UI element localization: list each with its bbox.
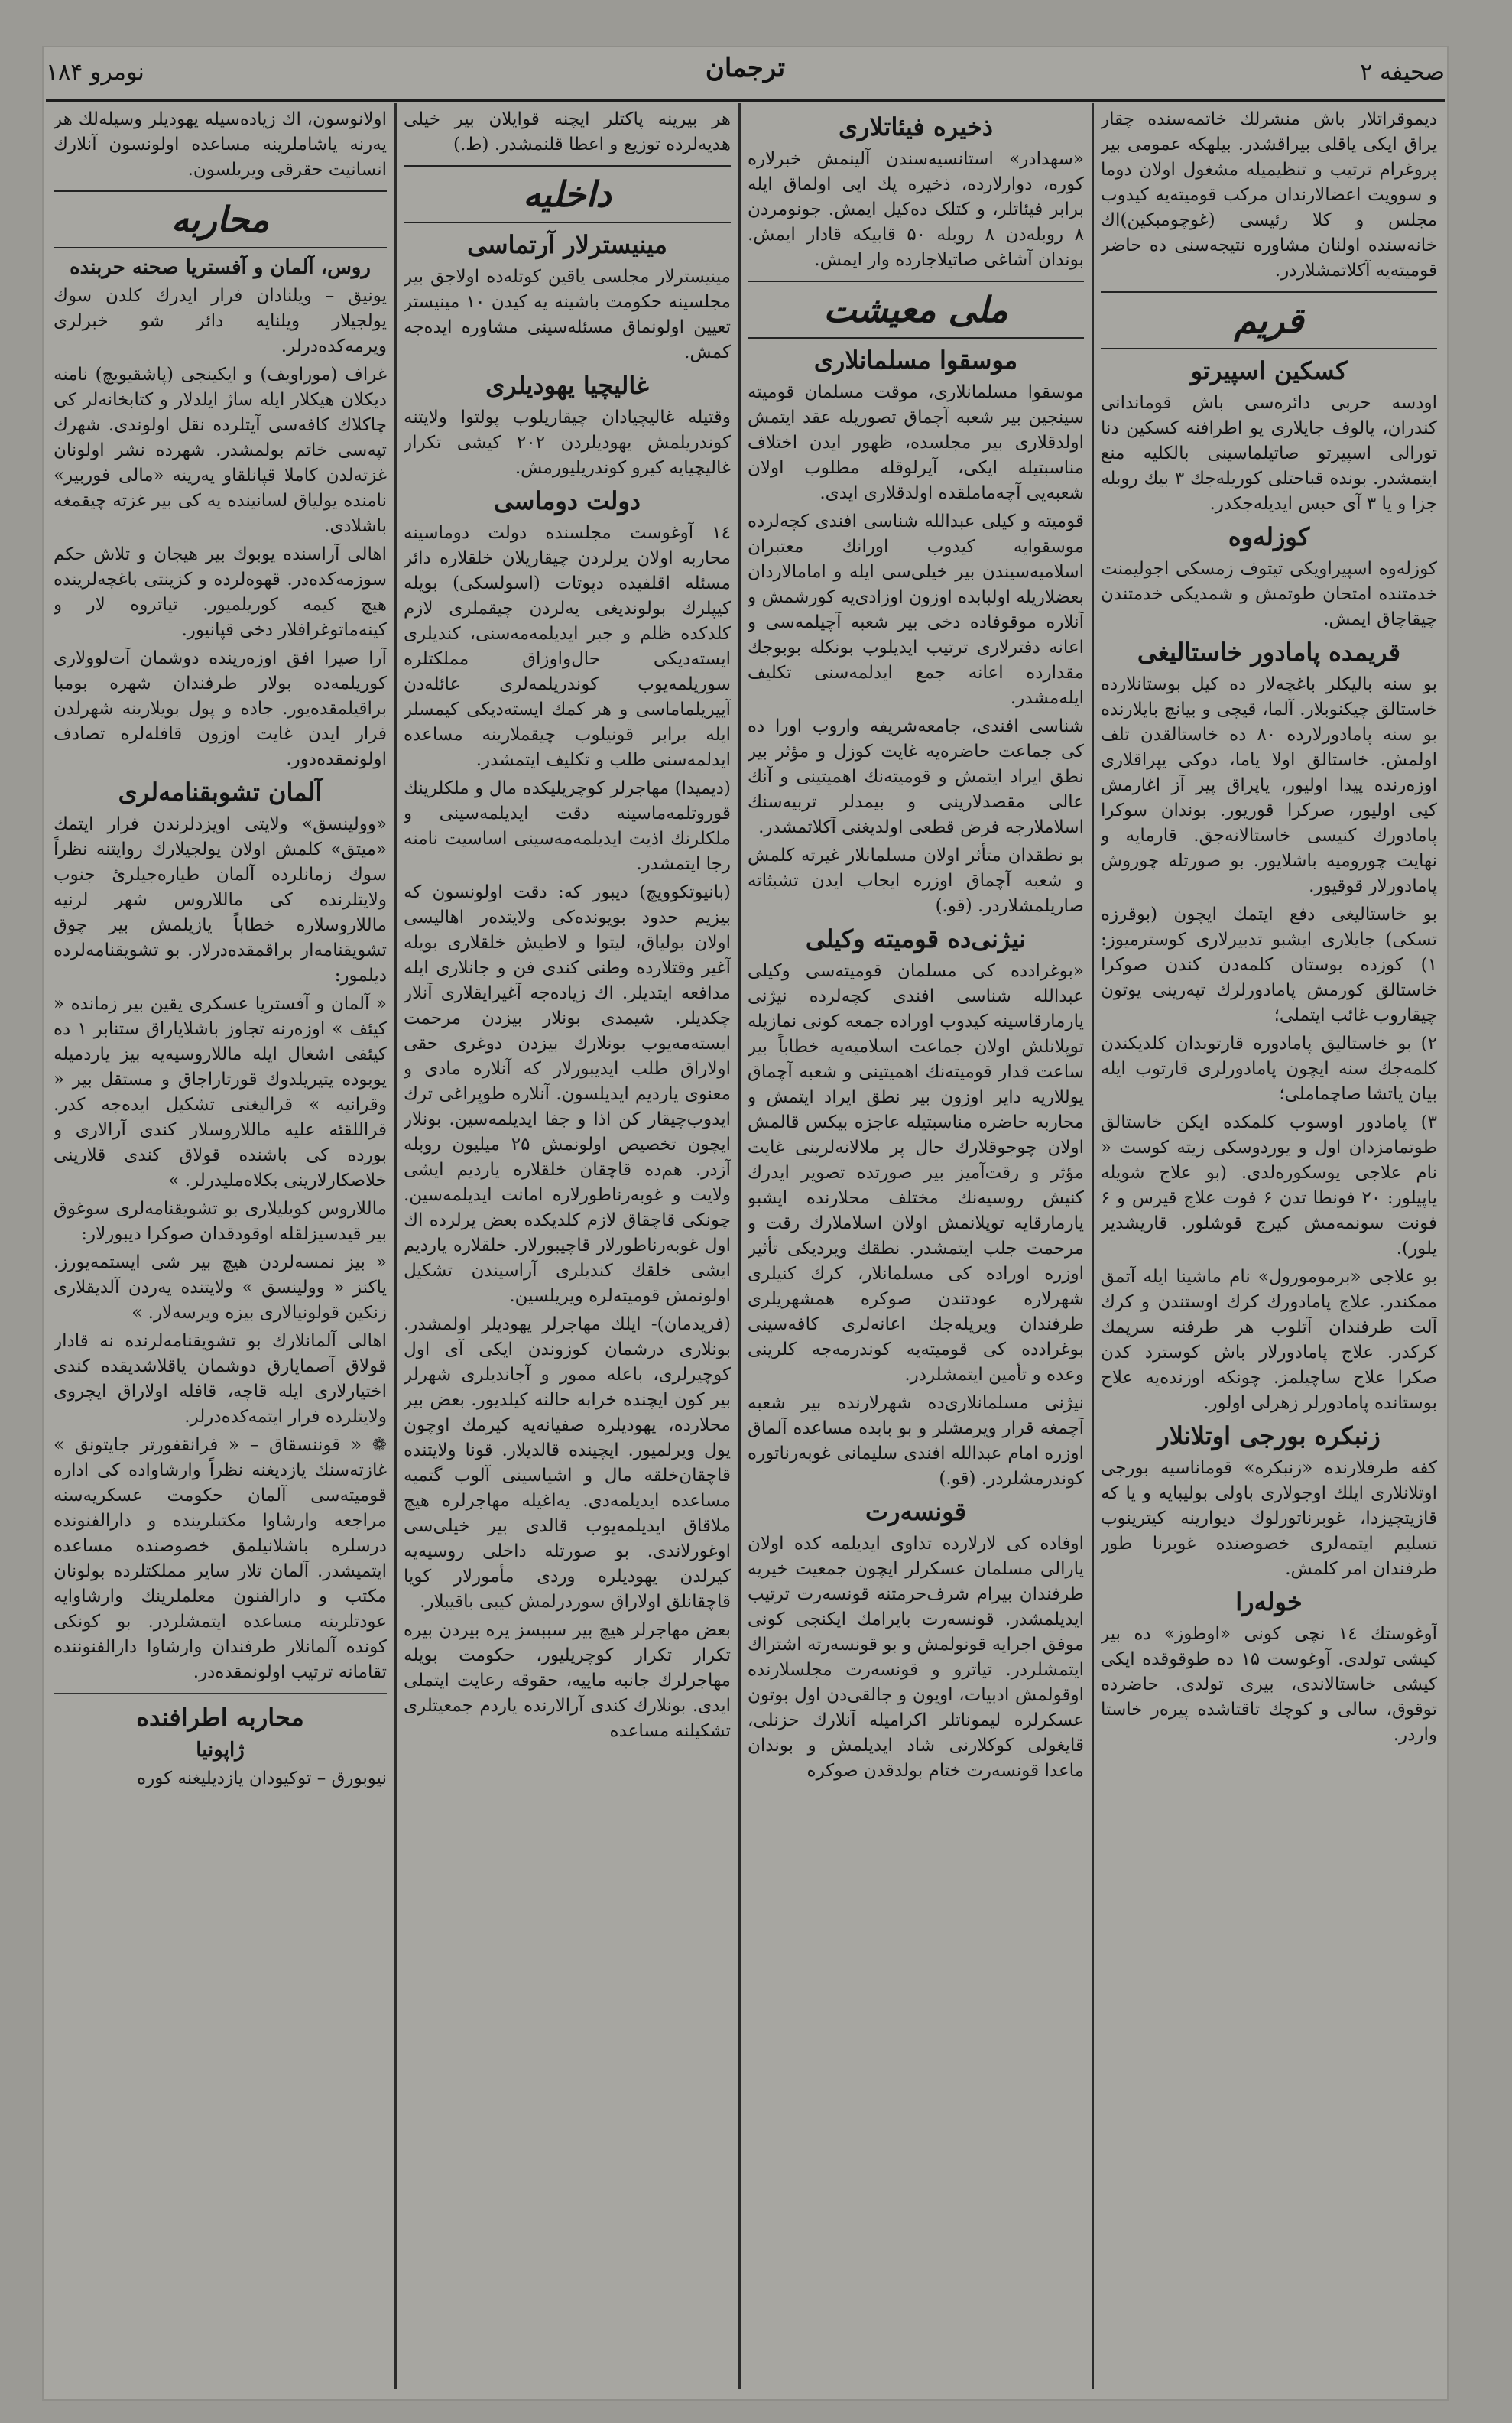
- paragraph: اولانوسون، اك زیاده‌سیله یهودیلر وسیله‌لك هر یه‌رنه یاشاملرینه مساعده اولونسون آنلارك انسانیت حقرقی ویریلسون.: [54, 109, 387, 180]
- article-heading: مینیسترلار آرتماسی: [467, 230, 667, 259]
- paragraph: اودسه حربی دائره‌سی باش قوماندانی کندران، یالوف جایلاری یو اطرافنه کسکین دنا تورالی اسپیرتو صاتیلماسینی بالکلیه منع ایتمشدر. بونده قباحتلی کوریله‌جك ۳ بیك روبله جزا و یا ۳ آی حبس ایدیله‌جکدر.: [1101, 393, 1437, 514]
- paragraph: بو علاجی «برمومورول» نام ماشینا ایله آتمق ممکندر. علاج پامادورك کرك اوستندن و کرك آلت طرفندان آتلوب هر طرفنه سرپمك کرکدر. علاج پامادورلار باش کوسترد کدن صکرا علاج ساچیلمز. چونکه اوزنده‌یه علاج بوستانده پامادورلر زهرلی اولور.: [1101, 1267, 1437, 1413]
- article-heading: کوزله‌وه: [1228, 522, 1310, 551]
- section-rule: [54, 1693, 387, 1694]
- page-header: [46, 50, 1445, 96]
- article-heading: کسکین اسپیرتو: [1190, 356, 1348, 385]
- article-heading: موسقوا مسلمانلاری: [813, 346, 1018, 375]
- column-left: [54, 107, 387, 2386]
- paragraph: ماللاروس کویلیلاری بو تشویقنامه‌لری سوغوق بیر قیدسیزلقله اوقودقدان صوکرا دیبورلار:: [54, 1199, 387, 1244]
- paragraph: قومیته و کیلی عبدالله شناسی افندی کچه‌لرده موسقوایه کیدوب اورانك معتبران اسلامیه‌سیندن بیر خیلی‌سی ایله و امامالاردان بعضلاریله اولبابده اوزون اوزادی‌یه کورشمش و آنلاره موقوفاده دخی بیر شعبه آچیلمه‌سی و اعانه دفترلاری ترتیب ایدیلوب بونکله بوبوجك مقدارده اعانه جمع ایدلمه‌سنی تکلیف ایله‌مشدر.: [748, 512, 1084, 708]
- article-heading: قونسەرت: [865, 1497, 966, 1526]
- paragraph: دیموقراتلار باش منشرلك خاتمه‌سنده چقار یراق ایکی یاقلی بیراقشدر. بیلهکه عمومی بیر پروغرام ترتیب و تنظیمیله مشغول اولان دوما و سوویت اعضالارندان مرکب قومیته‌یه کیدوب مجلس و کلا رئیسی (غوچومبکین)‌اك خانه‌سنده اولنان مشاوره نتیجه‌سنی ده حاضر قومیته‌یه آکلاتمشلاردر.: [1101, 109, 1437, 281]
- article-heading: قریمده پامادور خاستالیغی: [1137, 638, 1401, 667]
- paragraph: (بانیوتکوویچ) دیبور که: دقت اولونسون که بیزیم حدود بویونده‌کی ولایتده‌ر اهالیسی اولان بولیاق، لیتوا و لاطیش خلقلاری بویله آغیر وقتلارده وطنی کندی فن و جانلاری ایله مدافعه ایتدیلر. اك زیاده‌جه آغیر‌ایقلاری آنلار چکدیلر. شیمدی بونلار بیزدن مرحمت ایسته‌مه‌یوب بونلارك بیزدن دوغری حقی اولاراق طلب ایدیبورلار که آنلاره مادی و معنوی یاردیم ایدیلسون. آنلاره طوپراغی ترك ایدوب‌چیقار کن اذا و جفا ایدیلمه‌سین. بونلار ایچون تخصیص اولونمش ۲۵ میلیون روبله آزدر. هم‌ده قاچقان خلقلاره یاردیم ایشی ولایت و غوبه‌رناطورلاره امانت ایدیلمه‌سین. چونکی قاچقاق لازم کلدیکده بعض یرلرده اك اول غوبه‌رناطورلار قاچیبورلار. خلقلاره یاردیم ایشی خلقك کندیلری آراسیندن تشکیل اولونمش قومیته‌لره ویریلسین.: [404, 882, 731, 1306]
- column-middle-left: [404, 107, 731, 2386]
- paragraph: وقتیله غالیچیادان چیقاریلوب پولتوا ولایتنه کوندریلمش یهودیلردن ۲۰۲ کیشی تکرار غالیچیایه کیرو کوندریلیورمش.: [404, 408, 731, 478]
- article-heading: نیژنی‌ده قومیته وکیلی: [805, 924, 1027, 953]
- paragraph: یونیق – ویلنادان فرار ایدرك کلدن سوك یولجیلار ویلنایه دائر شو خبرلری ویرمه‌کده‌درلر.: [54, 286, 387, 356]
- paragraph: اهالی آلمانلارك بو تشویقنامه‌لرنده نه قادار قولاق آصمایارق دوشمان یاقلاشدیقده کندی اختیارلاری ایله قاچه، قافله اولاراق ایچروی ولایتلرده فرار ایتمه‌کده‌درلر.: [54, 1331, 387, 1427]
- article-subheading: ژاپونیا: [196, 1739, 245, 1762]
- paragraph: نیوبورق – توکیودان یازدیلیغنه کوره: [137, 1769, 387, 1788]
- paragraph: ۳) پامادور اوسوب کلمکده ایکن خاستالق طوتمامزدان اول و یوردوسکی زیته کوست « نام علاجی یوسکوره‌لدی. (بو علاج شویله یاپیلور: ۲۰ فونطا تدن ۶ فوت علاج قیرس و ۶ فونت سونمه‌مش کیرج قوشلور. قاریشدیر یلور).: [1101, 1112, 1437, 1259]
- paragraph: غراف (موراویف) و ایکینجی (پاشقیویچ) نامنه دیکلان هیکلار ایله ساژ ایلدلار و کتابخانه‌لر کی چاکلاك کافه‌سی آیتلرده نقل اولوندی. شهرك تپه‌سی خاتم بولمشدر. شهرده نشر اولونان غزته‌لدن کاملا قپانلقاو یه‌رینه «مالی فوربیر» نامنده یولیاق لسانینده یه کی بیر غزته چیقمغه باشلادی.: [54, 365, 387, 536]
- article-heading: دولت دوماسی: [493, 486, 641, 515]
- paragraph: کفه طرفلارنده «زنبکره» قوماناسیه بورجی اوتلانلاری ایلك اوجولاری با‌ولی بولیبایه و یا که قازیتچیزدا، غوبرناتورلوك دیوارینه کیترینوب تسلیم ایتمه‌لری خصوصنده غوبرنا طور طرفندان امر کلمش.: [1101, 1458, 1437, 1579]
- paragraph: آرا صیرا افق اوزه‌رینده دوشمان آت‌لوولاری کوریلمه‌ده بولار طرفندان شهره بومبا براقیلمقده‌یور. جاده و پول بویلارینه شهرلدن فرار ایدن غایت اوزون قافله‌لره تصادف اولونمقده‌دور.: [54, 648, 387, 769]
- paragraph: « آلمان و آفستریا عسکری یقین بیر زمانده « کیئف » اوزه‌رنه تجاوز باشلایاراق ستنابر ۱ ده کیئفی اشغال ایله ماللاروسیه‌یه بیز یاردمیله یوبوده یتیریلدوك قورتاراجاق و مستقل بیر « وقرانیه » قرالیغنی تشکیل ایده‌جه کدر. قراللقئه علیه ماللاروسلار کندی آرالاری و بورده‌ کی باشنده قولاق کندی قلارینی خلاصکارلارینی بکلاه‌ملیدرلر. »: [54, 994, 387, 1190]
- section-heading-war: محاربه: [54, 190, 387, 248]
- paragraph: موسقوا مسلمانلاری، موقت مسلمان قومیته سینجین بیر شعبه آچماق تصوریله عقد ایتمش اولدقلاری بیر مجلسده، ظهور ایدن اختلاف مناسبتیله ایکی، آیرلوقله مطلوب اولان شعبه‌یی آچه‌ماملقده اولدقلاری ایدی.: [748, 382, 1084, 503]
- section-heading-national-life: ملی معیشت: [748, 281, 1084, 339]
- header-rule: [46, 99, 1445, 102]
- paragraph: بعض مهاجرلر هیچ بیر سببسز یره بیردن بیره تکرار تکرار کوچریلیور، حکومت بویله مهاجرلرك جانبه ماییه، حقوقه رعایت ایتملی ایدی. بونلارك کندی آرالارنده یاردم جمعیتلری تشکیلنه مساعده: [404, 1620, 731, 1741]
- article-heading: غالیچیا یهودیلری: [485, 371, 649, 400]
- article-heading: محاربه اطرافنده: [136, 1703, 304, 1732]
- paragraph: بو سنه بالیکلر باغچه‌لار ده کیل بوستانلارده خاستالق چیکنوبلار. آلما، قیچی و بیانچ بایلارنده بو سنه پامادورلارده ۸۰ ده خاستالقدن تلف اولمش. خاستالق اولا یاما، دوکی یپراقلاری اوزه‌رنده پیدا اولیور، یاپراق پیر آز اغارمش کیی اولیور، صرکرا قوریور. بوندان سوکرا پامادورك کنیسی خاستالانه‌جق. قارمایه و نهایت چورومیه باشلایور. بو صورتله چوروش پامادورلار قوقیور.: [1101, 674, 1437, 896]
- issue-number: نومرو ۱۸۴: [46, 59, 144, 86]
- section-heading-crimea: قریم: [1101, 291, 1437, 349]
- article-heading: آلمان تشوبقنامه‌لری: [118, 778, 323, 807]
- paragraph: « بیز نمسه‌لردن هیچ بیر شی ایستمه‌یورز. یاکنز « وولینسق » ولایتنده یه‌ردن آلدیقلار‌ی زنکین قولونیالاری بیزه ویرسه‌لار. »: [54, 1252, 387, 1323]
- column-divider: [394, 103, 397, 2389]
- paragraph: ۱٤ آوغوست مجلسنده دولت دوماسینه محاربه اولان یرلردن چیقاریلان خلقلاره دائر مسئله اقلفیده دپوتات (اسولسکی) بویله کیپلرك بولوندیغی یه‌لردن چیقملری لازم کلدکده ظلم و جبر ایدیلمه‌مه‌سنی، کندیلری ایسته‌دیکی حال‌واوزاق مملکتلره سوریلمه‌یوب کوندریلمه‌لری عائله‌دن آییریلماماسی و هر کمك ایسته‌دیکی کیمسلر ایله برابر قونیلوب چیقملارینه مساعده ایدلمه‌سنی طلب و تکلیف ایتمشدر.: [404, 523, 731, 770]
- paragraph: ۲) بو خاستالیق پامادوره قارتوبدان کلدیکندن کلمه‌جك سنه ایچون پامادورلری قارتوب ایله بیان یاتشا صاچماملی؛: [1101, 1034, 1437, 1104]
- paragraph: بو نطقدان متأثر اولان مسلمانلار غیرته کلمش و شعبه آچماق اوزره ایجاب ایدن تشبثاته صاریلمشلاردر. (قو.): [748, 846, 1084, 916]
- column-middle-right: [748, 107, 1084, 2386]
- paragraph: کوزله‌وه اسپیراویکی تیتوف زمسکی اجولیمنت خدمتنده امتحان طوتمش و شمدیکی خدمتندن چیقاچاق ایمش.: [1101, 559, 1437, 629]
- paragraph: اوفاده کی لارلارده تداوی ایدیلمه کده اولان یارالی مسلمان عسکرلر ایچون جمعیت خیریه طرفندان بیرام شرف‌حرمتنه قونسه‌رت ترتیب ایدیلمشدر. قونسه‌رت بایرامك ایکنجی کونی موفق اجرایه قونولمش و بو قونسه‌رته اشتراك ایتمشلردر. تیاترو و قونسه‌رت مجلسلارنده اوقولمش ادبیات، اویون و جالقی‌دن اول بوتون عسکرلره لیموناتلر اکرامیله آنلارك حزنلی، قایغولی کوکلارنی شاد ایدیلمش و بوندان ماعدا قونسه‌رت ختام بولدقدن صوکره: [748, 1534, 1084, 1781]
- paragraph: «سهدادر» استانسیه‌سندن آلینمش خبرلاره کوره، دوارلارده، ذخیره پك ایی اولماق ایله برابر فیئاتلر، و کتلک ده‌کیل ایمش. جونومردن ۸ روبلەدن ۸ روبله ۵۰ قابیکه قادار ایمش. بوندان آشاغی صاتیلاجارده وار ایمش.: [748, 149, 1084, 270]
- paragraph: (دیمیدا) مهاجرلر کوچریلیکده مال و ملکلرینك قوروتلمه‌ماسینه دقت ایدیلمه‌سینی و ملکلرنك اذیت ایدیلمه‌مه‌سینی اساسیت نامنه رجا ایتمشدر.: [404, 778, 731, 874]
- paragraph: اهالی آراسنده یوبوك بیر هیجان و تلاش حکم سوزمه‌کده‌در. قهوه‌لرده و کزینتی باغچه‌لرینده هیچ کیمه کوریلمیور. تیاتروه لار و کینه‌ماتوغرافلار دخی قپانیور.: [54, 544, 387, 640]
- paragraph: نیژنی مسلمانلاری‌ده شهرلارنده بیر شعبه آچمغه قرار ویرمشلر و بو بابده مساعده آلماق اوزره امام عبدالله افندی سلیمانی غوبه‌رناتوره کوندرمشلردر. (قو.): [748, 1393, 1084, 1489]
- section-heading-domestic: داخلیه: [404, 165, 731, 223]
- paragraph: مینیسترلار مجلسی یاقین کوتله‌ده اولاجق بیر مجلسینه حکومت باشینه یه کیدن ۱۰ مینیستر تعیین اولونماق مسئله‌سینی مشاوره ایده‌جه کمش.: [404, 267, 731, 362]
- column-divider: [738, 103, 741, 2389]
- newspaper-title: ترجمان: [705, 53, 786, 83]
- paragraph: ❁ « قوننسقاق – « فرانقفورتر جایتونق » غازته‌سنك یازدیغنه نظراً وارشاواده کی اداره قومیته‌سی آلمان حکومت عسکریه‌سنه مراجعه وارشاوا مکتبلرینده و دارالفنونده درسلره باشلانیلمق خصوصنده مساعده ایتمیشدر. آلمان تلار سایر مملکتلرده بولونان مکتب و دارالفنون معلملرینك وارشاوایه عودتلرینه مساعده ایتمشلردر. بو کونکی کونده آلمانلار طرفندان وارشاوا دارالفنوننده تقامانه ترتیب اولونمقده‌در.: [54, 1435, 387, 1682]
- article-heading: خولەرا: [1235, 1587, 1303, 1616]
- paragraph: «وولینسق» ولایتی اویزدلرندن فرار ایتمك «میتق» کلمش اولان یولجیلارك روایتنه نظراً سوك زمانلرده آلمان طیاره‌جیلرئ جنوب ولایتلرنده کی ماللاروس شهر لرنیه ماللاروسلاره خطاباً یازیلمش بیر چوق تشویقنامه‌ار براقمقده‌درلار. بو تشویقنامه‌لرده دیلمور:: [54, 814, 387, 986]
- paragraph: (فریدمان)- ایلك مهاجرلر یهودیلر او‌لمشدر. بونلاری درشمان کوزوندن ایکی آی اول کوچیرلری، با‌عله ممور و آجاندیلری شهرلر بیر کون ایچنده خرابه حالنه کیلدیور. بعض بیر محلارده، یهودیلره صفیانه‌یه کیرمك اوچون یول ویرلمیور. ایچینده قالدیلار. قونا ولایتنده قاچقان‌خلقه مال و اشیاسینی آلوب گتمیه مساعده ایدیلمه‌دی. یه‌اغیله مهاجرلره هیچ ملاقاق ایدیلمه‌یوب قالدی بیر خیلی‌سی اوغورلاندی. بو صورتله داخلی روسیه‌یه کیرلدن یهودیلره وردی مأمورلار کویا قاچقانلق اولاراق سوردر‌لمش کیبی باقیبلار.: [404, 1314, 731, 1612]
- article-heading: ذخیره فیئاتلاری: [838, 112, 994, 141]
- paragraph: «بوغرادده کی مسلمان قومیته‌سی و‌کیلی عبدالله شناسی افندی کچه‌لرده نیژنی یارمارقاسینه کیدوب اوراده جمعه کونی نمازیله توپلانلش اولان جماعت اسلامیه‌یه خطاباً بیر ساعت قدار قومیته‌نك اهمیتینی و شعبه آچماق یوللاریه دایر اوزون بیر نطق ایراد ایتمش و محاربه حاضره مناسبتیله عاجزه بیکس قالمش اولان چوجوقلارك حال پر ملالانه‌لرینی غایت مؤثر و رقت‌آمیز بیر صورتده تصویر ایدرك کنیش روسیه‌نك مختلف محلارنده ایشبو یارمارقایه توپلانمش اولان اسلاملارك رقت و مرحمت جلب ایتمشدر. نطقك ویردیکی تأثیر اوزره اوراده کی مسلمانلار، کرك کنیلری شهرلاره عودتندن صوکره همشهریلری طرفندان ویریله‌جك اعانه‌لری کافه‌سینی بوغرادده کی قومیته‌یه کوندرمه‌جه کلرینی وعده و تأمین ایتمشلردر.: [748, 961, 1084, 1385]
- paragraph: آوغوستك ۱٤ نچی کونی «اوطوز» ده بیر کیشی تولدی. آوغوست ۱۵ ده طوقوقده ایکی کیشی خاستالاندی، بیری تولدی. حاضرده توقوق، سالی و کوچك تاقتاشده پیره‌ر خاستا واردر.: [1101, 1624, 1437, 1745]
- column-right: [1101, 107, 1437, 2386]
- paragraph: بو خاستالیغی دفع ایتمك ایچون (بوقرزه تسکی) جایلاری ایشبو تدبیرلاری کوسترمیوز: ۱) کوزده بوستان کلمه‌دن کندن صوکرا خاستالق کورمش پامادورلرك تپه‌رینی یوتون چیقاروب غائب ایتملی؛: [1101, 905, 1437, 1025]
- paragraph: شناسی افندی، جامعه‌شریفه واروب اورا ده کی جماعت حاضره‌یه غایت کوزل و مؤثر بیر نطق ایراد ایتمش و قومیته‌نك اهمیتینی و آنك عالی مقصدلارینی و بیمدلر تربیه‌سنك اسلاملارجه فرض قطعی اولدیغنی آکلاتمشدر.: [748, 716, 1084, 837]
- article-heading: زنبکره بورجی اوتلانلار: [1157, 1421, 1381, 1450]
- column-divider: [1092, 103, 1094, 2389]
- article-heading: روس، آلمان و آفستریا صحنه حربنده: [70, 256, 371, 279]
- paragraph: هر بیرینه پاکتلر ایچنه قوایلان بیر خیلی هدیه‌لرده توزیع و اعطا قلنمشدر. (ط.): [404, 109, 731, 154]
- page-number: صحیفه ۲: [1360, 59, 1445, 86]
